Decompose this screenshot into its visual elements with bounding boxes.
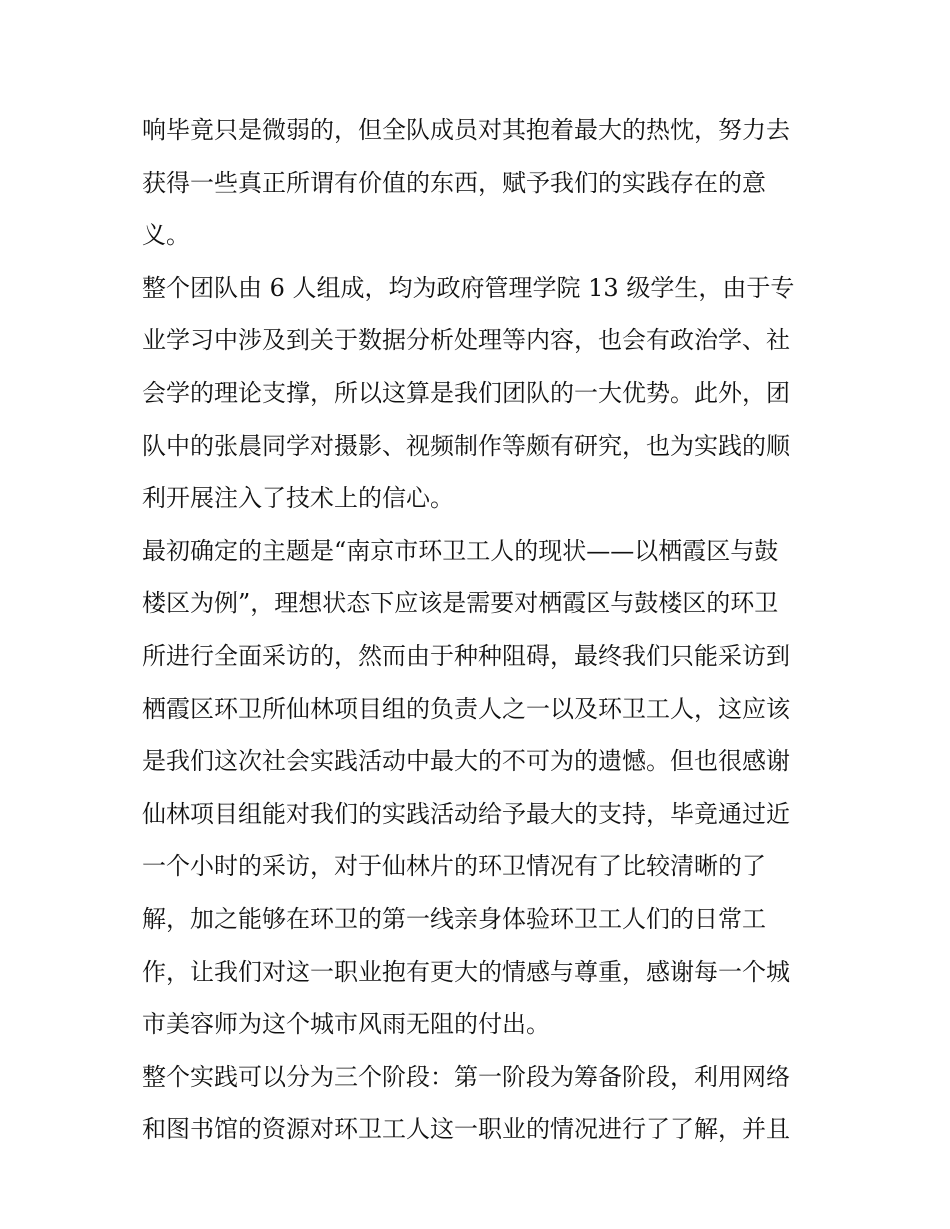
text-line: 整个实践可以分为三个阶段：第一阶段为筹备阶段，利用网络 [142, 1062, 790, 1091]
paragraph [142, 104, 812, 262]
document-body [142, 104, 812, 1156]
paragraph [142, 262, 812, 525]
text-line: 队中的张晨同学对摄影、视频制作等颇有研究，也为实践的顺 [142, 431, 790, 460]
paragraph [142, 1051, 812, 1156]
text-line: 一个小时的采访，对于仙林片的环卫情况有了比较清晰的了 [142, 852, 766, 881]
text-line: 义。 [142, 221, 190, 250]
paragraph [142, 525, 812, 1051]
text-line: 利开展注入了技术上的信心。 [142, 484, 454, 513]
text-line: 获得一些真正所谓有价值的东西，赋予我们的实践存在的意 [142, 168, 766, 197]
text-line: 整个团队由 6 人组成，均为政府管理学院 13 级学生，由于专 [142, 273, 795, 302]
text-line: 仙林项目组能对我们的实践活动给予最大的支持，毕竟通过近 [142, 799, 790, 828]
text-line: 会学的理论支撑，所以这算是我们团队的一大优势。此外，团 [142, 378, 790, 407]
text-line: 作，让我们对这一职业抱有更大的情感与尊重，感谢每一个城 [142, 957, 790, 986]
text-line: 所进行全面采访的，然而由于种种阻碍，最终我们只能采访到 [142, 641, 790, 670]
text-line: 和图书馆的资源对环卫工人这一职业的情况进行了了解，并且 [142, 1115, 790, 1144]
text-line: 栖霞区环卫所仙林项目组的负责人之一以及环卫工人，这应该 [142, 694, 790, 723]
text-line: 响毕竟只是微弱的，但全队成员对其抱着最大的热忱，努力去 [142, 116, 790, 144]
text-line: 业学习中涉及到关于数据分析处理等内容，也会有政治学、社 [142, 326, 790, 355]
text-line: 市美容师为这个城市风雨无阻的付出。 [142, 1010, 550, 1039]
text-line: 是我们这次社会实践活动中最大的不可为的遗憾。但也很感谢 [142, 747, 790, 776]
text-line: 楼区为例”，理想状态下应该是需要对栖霞区与鼓楼区的环卫 [142, 589, 779, 618]
text-line: 最初确定的主题是“南京市环卫工人的现状——以栖霞区与鼓 [142, 536, 779, 565]
text-line: 解，加之能够在环卫的第一线亲身体验环卫工人们的日常工 [142, 904, 766, 933]
